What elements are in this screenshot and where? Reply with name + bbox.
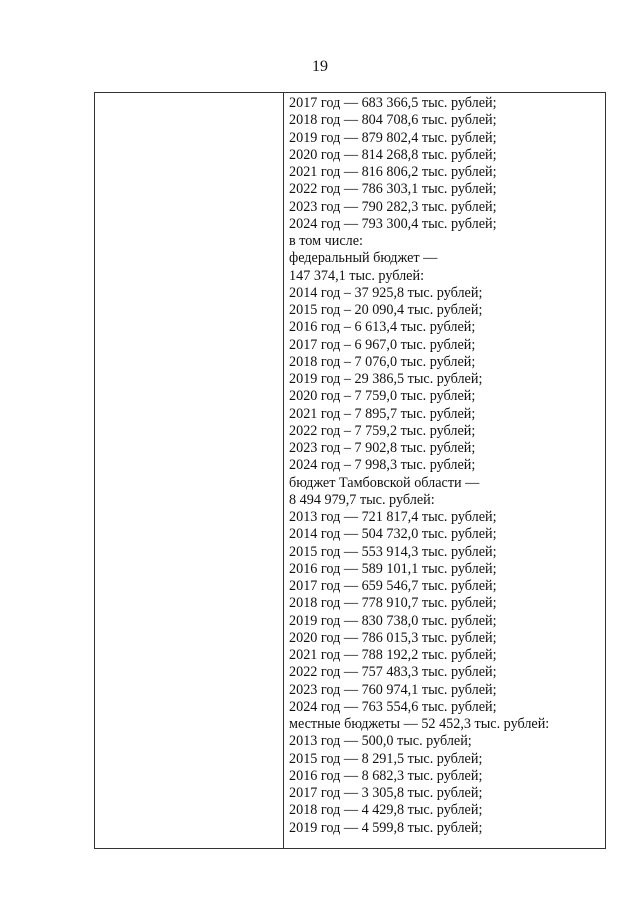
text-line: 8 494 979,7 тыс. рублей: — [289, 491, 435, 508]
text-line: 2013 год — 500,0 тыс. рублей; — [289, 733, 472, 750]
text-line: 2017 год – 6 967,0 тыс. рублей; — [289, 336, 476, 353]
text-line: 2024 год – 7 998,3 тыс. рублей; — [289, 457, 476, 474]
text-line: 147 374,1 тыс. рублей: — [289, 267, 425, 284]
text-line: 2020 год — 786 015,3 тыс. рублей; — [289, 629, 497, 646]
text-line: 2018 год – 7 076,0 тыс. рублей; — [289, 353, 476, 370]
text-line: 2022 год — 786 303,1 тыс. рублей; — [289, 181, 497, 198]
text-line: 2024 год — 763 554,6 тыс. рублей; — [289, 698, 497, 715]
text-line: 2019 год — 830 738,0 тыс. рублей; — [289, 612, 497, 629]
text-line: 2017 год — 683 366,5 тыс. рублей; — [289, 95, 497, 111]
table-left-cell — [95, 93, 284, 848]
text-line: 2021 год — 816 806,2 тыс. рублей; — [289, 164, 497, 180]
text-line: 2024 год — 793 300,4 тыс. рублей; — [289, 215, 497, 232]
text-line: в том числе: — [289, 233, 363, 249]
text-line: 2015 год – 20 090,4 тыс. рублей; — [289, 302, 483, 318]
text-line: 2015 год — 8 291,5 тыс. рублей; — [289, 750, 483, 767]
text-line: 2019 год — 4 599,8 тыс. рублей; — [289, 819, 483, 836]
text-line: 2017 год — 659 546,7 тыс. рублей; — [289, 578, 497, 594]
text-line: 2013 год — 721 817,4 тыс. рублей; — [289, 509, 497, 525]
text-line: 2016 год – 6 613,4 тыс. рублей; — [289, 319, 476, 336]
text-line: 2016 год — 8 682,3 тыс. рублей; — [289, 767, 483, 784]
text-line: 2020 год – 7 759,0 тыс. рублей; — [289, 388, 476, 405]
text-line: 2019 год – 29 386,5 тыс. рублей; — [289, 371, 483, 387]
text-line: 2019 год — 879 802,4 тыс. рублей; — [289, 129, 497, 146]
text-line: 2023 год — 760 974,1 тыс. рублей; — [289, 681, 497, 698]
text-line: 2021 год – 7 895,7 тыс. рублей; — [289, 405, 476, 422]
text-line: 2023 год — 790 282,3 тыс. рублей; — [289, 198, 497, 215]
text-line: 2022 год — 757 483,3 тыс. рублей; — [289, 664, 497, 681]
text-line: 2018 год — 778 910,7 тыс. рублей; — [289, 595, 497, 612]
text-line: 2015 год — 553 914,3 тыс. рублей; — [289, 543, 497, 560]
text-line: местные бюджеты — 52 452,3 тыс. рублей: — [289, 716, 550, 732]
text-line: 2020 год — 814 268,8 тыс. рублей; — [289, 146, 497, 163]
text-line: 2018 год — 4 429,8 тыс. рублей; — [289, 802, 483, 819]
text-line: 2018 год — 804 708,6 тыс. рублей; — [289, 112, 497, 129]
document-table — [94, 92, 606, 849]
table-right-cell — [284, 93, 605, 848]
text-line: 2017 год — 3 305,8 тыс. рублей; — [289, 785, 483, 801]
text-line: 2016 год — 589 101,1 тыс. рублей; — [289, 560, 497, 577]
text-line: 2014 год — 504 732,0 тыс. рублей; — [289, 526, 497, 543]
text-line: 2014 год – 37 925,8 тыс. рублей; — [289, 284, 483, 301]
text-line: 2021 год — 788 192,2 тыс. рублей; — [289, 647, 497, 663]
text-line: 2022 год – 7 759,2 тыс. рублей; — [289, 422, 476, 439]
text-line: федеральный бюджет — — [289, 250, 438, 267]
page-number: 19 — [312, 58, 328, 75]
text-line: 2023 год – 7 902,8 тыс. рублей; — [289, 440, 476, 456]
text-line: бюджет Тамбовской области — — [289, 474, 480, 491]
